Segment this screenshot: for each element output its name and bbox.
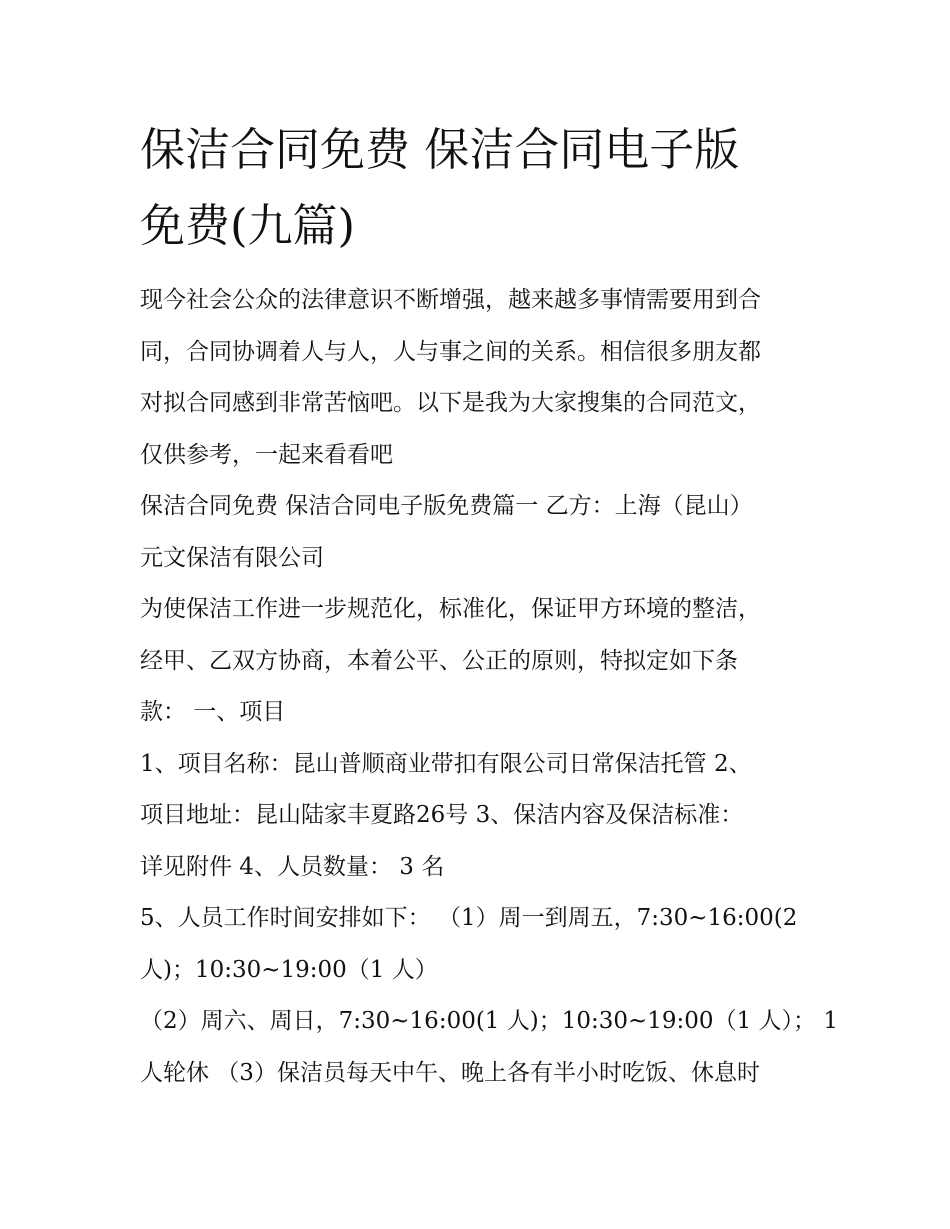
body-line: 1、项目名称：昆山普顺商业带扣有限公司日常保洁托管 2、 bbox=[140, 750, 752, 777]
body-line: 保洁合同免费 保洁合同电子版免费篇一 乙方：上海（昆山） bbox=[140, 493, 753, 519]
body-line: 同，合同协调着人与人，人与事之间的关系。相信很多朋友都 bbox=[140, 338, 761, 365]
body-line: 元文保洁有限公司 bbox=[140, 544, 324, 571]
body-line: 项目地址：昆山陆家丰夏路26号 3、保洁内容及保洁标准： bbox=[140, 802, 744, 828]
body-line: 款： 一、项目 bbox=[140, 699, 286, 725]
title-line: 保洁合同免费 保洁合同电子版 bbox=[140, 123, 740, 176]
document-body bbox=[140, 282, 838, 1106]
body-line: 详见附件 4、人员数量： 3 名 bbox=[140, 853, 445, 880]
document-title bbox=[140, 112, 820, 264]
body-line: 经甲、乙双方协商，本着公平、公正的原则，特拟定如下条 bbox=[140, 647, 738, 674]
body-line: 5、人员工作时间安排如下： （1）周一到周五，7:30~16:00(2 bbox=[140, 905, 798, 931]
body-line: （2）周六、周日，7:30~16:00(1 人)；10:30~19:00（1 人）； 1 bbox=[140, 1008, 838, 1034]
body-line: 人轮休 （3）保洁员每天中午、晚上各有半小时吃饭、休息时 bbox=[140, 1059, 760, 1086]
body-line: 现今社会公众的法律意识不断增强，越来越多事情需要用到合 bbox=[140, 287, 761, 313]
body-line: 人)；10:30~19:00（1 人） bbox=[140, 956, 438, 983]
body-line: 对拟合同感到非常苦恼吧。以下是我为大家搜集的合同范文， bbox=[140, 390, 761, 416]
body-line: 为使保洁工作进一步规范化，标准化，保证甲方环境的整洁， bbox=[140, 596, 761, 622]
body-line: 仅供参考，一起来看看吧 bbox=[140, 441, 393, 468]
title-line: 免费(九篇) bbox=[140, 199, 356, 252]
